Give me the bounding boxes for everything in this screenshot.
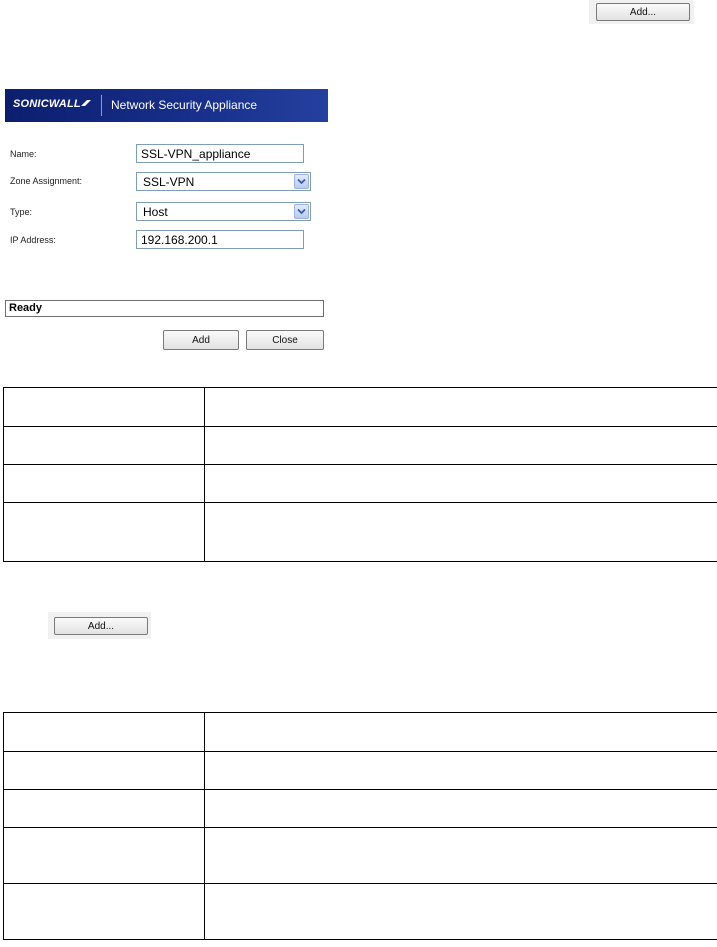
ip-address-input[interactable]: 192.168.200.1	[136, 230, 304, 249]
table-cell	[205, 465, 717, 503]
name-label: Name:	[10, 149, 37, 159]
table-2	[3, 712, 717, 940]
type-label: Type:	[10, 207, 33, 217]
type-value: Host	[143, 205, 168, 219]
middle-add-button[interactable]: Add...	[54, 617, 148, 635]
chevron-down-icon[interactable]	[294, 174, 309, 189]
chevron-down-icon[interactable]	[294, 204, 309, 219]
table-row	[4, 752, 717, 790]
table-row	[4, 503, 717, 562]
table-row	[4, 884, 717, 940]
table-row	[4, 388, 717, 427]
add-button[interactable]: Add	[163, 330, 239, 350]
table-row	[4, 790, 717, 828]
table-cell	[4, 388, 205, 427]
type-select[interactable]	[136, 202, 311, 221]
table-cell	[205, 884, 717, 940]
table-cell	[4, 427, 205, 465]
table-cell	[205, 503, 717, 562]
table-cell	[205, 713, 717, 752]
sonicwall-swoosh-icon	[81, 99, 91, 107]
ip-address-label: IP Address:	[10, 235, 56, 245]
table-cell	[205, 427, 717, 465]
table-cell	[205, 388, 717, 427]
table-row	[4, 465, 717, 503]
dialog-header	[5, 89, 328, 122]
table-cell	[205, 790, 717, 828]
table-row	[4, 427, 717, 465]
table-cell	[4, 828, 205, 884]
zone-assignment-value: SSL-VPN	[143, 175, 195, 189]
table-cell	[4, 790, 205, 828]
table-cell	[4, 503, 205, 562]
top-add-button[interactable]: Add...	[596, 3, 690, 21]
close-button[interactable]: Close	[246, 330, 324, 350]
zone-assignment-label: Zone Assignment:	[10, 176, 83, 186]
table-row	[4, 713, 717, 752]
table-cell	[4, 752, 205, 790]
table-cell	[205, 828, 717, 884]
table-cell	[4, 884, 205, 940]
zone-assignment-select[interactable]	[136, 172, 311, 191]
table-1	[3, 387, 717, 562]
sonicwall-logo: SONICWALL	[13, 98, 81, 110]
table-cell	[4, 465, 205, 503]
header-separator	[101, 95, 102, 116]
table-cell	[4, 713, 205, 752]
status-bar: Ready	[5, 300, 324, 317]
add-address-object-dialog	[5, 89, 328, 355]
dialog-title: Network Security Appliance	[111, 98, 258, 112]
table-cell	[205, 752, 717, 790]
table-row	[4, 828, 717, 884]
name-input[interactable]: SSL-VPN_appliance	[136, 144, 304, 163]
